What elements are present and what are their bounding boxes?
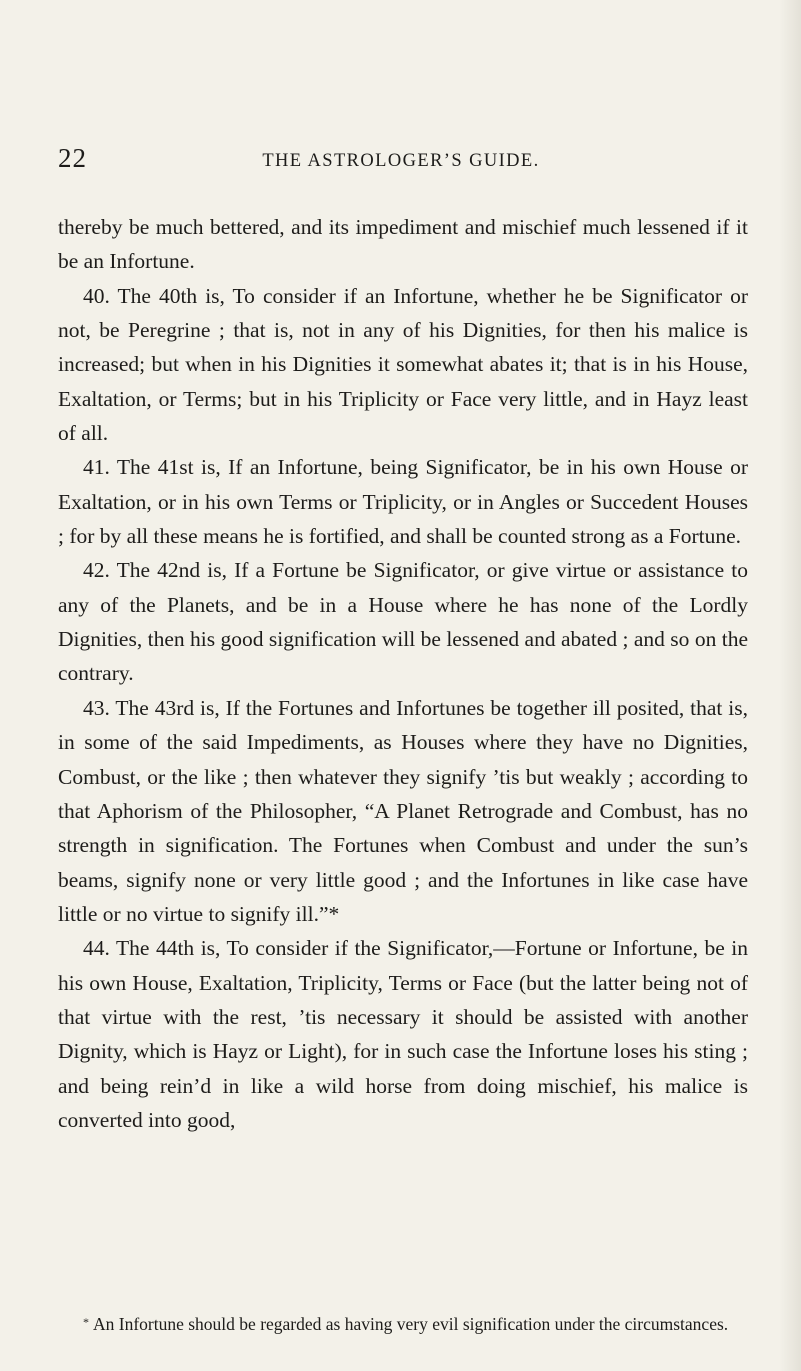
running-title: THE ASTROLOGER’S GUIDE. xyxy=(262,151,540,171)
paragraph-continued: thereby be much bettered, and its impediment and mischief much lessened if it be an Infortune. xyxy=(58,215,748,274)
running-head xyxy=(58,143,744,173)
footnote xyxy=(58,1310,748,1336)
footnote-text: An Infortune should be regarded as having very evil signification under the circumstances. xyxy=(93,1314,729,1334)
paragraph-44: 44. The 44th is, To consider if the Significator,—Fortune or Infortune, be in his own House, Exaltation, Triplicity, Terms or Face (but the latter being not of that virtue with the rest, ’tis necessary it should be assisted with another Dignity, which is Hayz or Light), for in such case the Infortune loses his sting ; and being rein’d in like a wild horse from doing mischief, his malice is converted into good, xyxy=(58,936,748,1132)
body-text xyxy=(58,210,748,1137)
paragraph-41: 41. The 41st is, If an Infortune, being Significator, be in his own House or Exaltation, or in his own Terms or Triplicity, or in Angles or Succedent Houses ; for by all these means he is fortified, and shall be counted strong as a Fortune. xyxy=(58,455,748,549)
paragraph-40: 40. The 40th is, To consider if an Infortune, whether he be Significator or not, be Peregrine ; that is, not in any of his Dignities, for then his malice is increased; but when in his Dignities it somewhat abates it; that is in his House, Exaltation, or Terms; but in his Triplicity or Face very little, and in Hayz least of all. xyxy=(58,283,748,446)
page-edge-shadow xyxy=(779,0,801,1371)
paragraph-42: 42. The 42nd is, If a Fortune be Significator, or give virtue or assistance to any of the Planets, and be in a House where he has none of the Lordly Dignities, then his good signification will be lessened and abated ; and so on the contrary. xyxy=(58,558,748,686)
page-number: 22 xyxy=(58,143,87,173)
footnote-marker: * xyxy=(83,1315,89,1329)
paragraph-43: 43. The 43rd is, If the Fortunes and Infortunes be together ill posited, that is, in some of the said Impediments, as Houses where they have no Dignities, Combust, or the like ; then whatever they signify ’tis but weakly ; according to that Aphorism of the Philosopher, “A Planet Retrograde and Combust, has no strength in signification. The Fortunes when Combust and under the sun’s beams, signify none or very little good ; and the Infortunes in like case have little or no virtue to signify ill.”* xyxy=(58,695,748,926)
